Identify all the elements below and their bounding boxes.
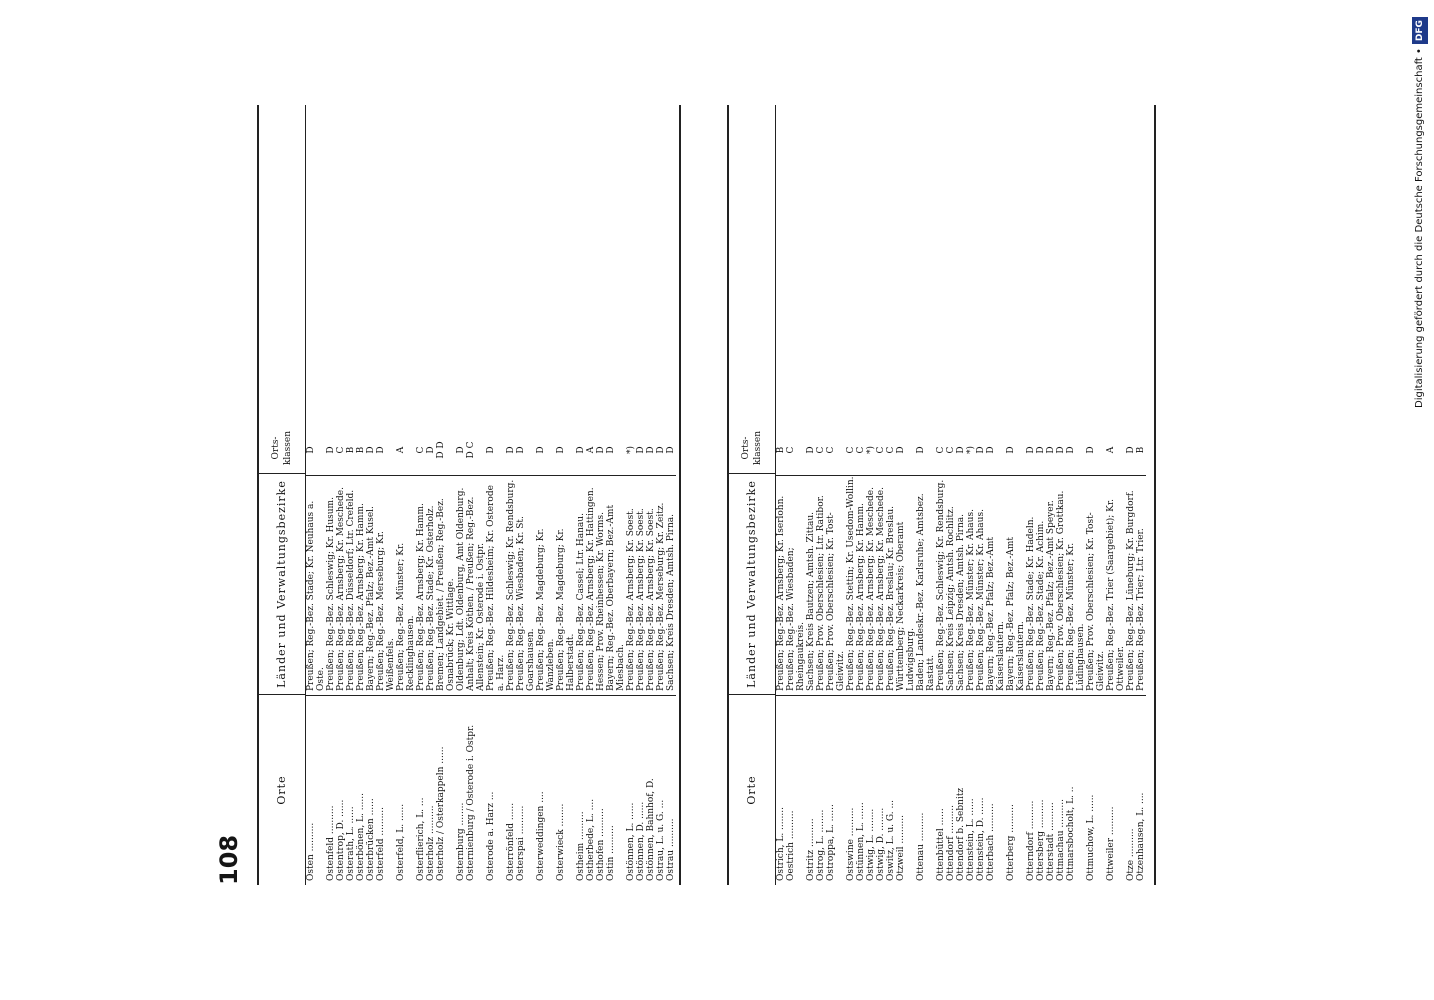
table-row [1026,105,1036,885]
cell-ort: Ostritz .......... [806,695,816,885]
cell-klasse: D [326,446,336,454]
cell-ort: Osthofen .......... [596,695,606,885]
cell-klasse: D [596,446,606,454]
cell-ort: Osterbönen, L. ...... [356,695,366,885]
cell-klasse: C [886,446,896,454]
cell-land: Preußen; Reg.-Bez. Arnsberg; Kr. Meschede. [866,475,876,695]
cell-ort: Oswitz, L. u. G. ... [886,695,896,885]
cell-ort: Osterholz .......... [426,695,436,885]
cell-land: Preußen; Reg.-Bez. Arnsberg; Kr. Soest. [626,475,636,695]
cell-ort: Osterode a. Harz ... [486,695,506,885]
cell-klasse: D [976,446,986,454]
cell-klasse: D [986,446,996,454]
cell-land: Preußen; Prov. Oberschlesien; Kr. Tost-Gleiwitz. [826,475,846,695]
cell-land: Preußen; Reg.-Bez. Trier (Saargebiet); Kr. Ottweiler. [1106,475,1126,695]
cell-land: Preußen; Reg.-Bez. Breslau; Kr. Breslau. [886,475,896,695]
cell-land: Preußen; Reg.-Bez. Schleswig; Kr. Rendsburg. [506,475,516,695]
cell-ort: Ostrau .......... [666,695,676,885]
table-row [1046,105,1056,885]
cell-ort: Otterstadt .......... [1046,695,1056,885]
table-header-left [259,105,306,885]
cell-land: Preußen; Reg.-Bez. Stettin; Kr. Usedom-Wollin. [846,475,856,695]
cell-ort: Ottendorf .......... [946,695,956,885]
cell-land: Bayern; Reg.-Bez. Oberbayern; Bez.-Amt Miesbach. [606,475,626,695]
tables-area [247,105,1172,885]
cell-land: Preußen; Reg.-Bez. Magdeburg; Kr. Wanzleben. [536,475,556,695]
table-row [936,105,946,885]
rows-right [776,105,1146,885]
rotated-page-content [215,105,1172,885]
table-row [376,105,396,885]
cell-klasse: C [816,446,826,454]
cell-klasse: D [426,446,436,454]
table-row [466,105,486,885]
cell-ort: Osterweddingen .... [536,695,556,885]
cell-klasse: D [486,446,496,454]
cell-ort: Ostroppa, L. ...... [826,695,846,885]
table-row [976,105,986,885]
table-row [306,105,326,885]
table-row [636,105,646,885]
cell-land: Sachsen; Kreis Leipzig; Amtsh. Rochlitz. [946,475,956,695]
cell-ort: Ostwig, D. ........ [876,695,886,885]
cell-ort: Osterfeld, L. ...... [396,695,416,885]
cell-land: Preußen; Reg.-Bez. Arnsberg; Kr. Soest. [646,475,656,695]
cell-klasse: D [666,446,676,454]
cell-klasse: C [876,446,886,454]
table-row [1036,105,1046,885]
cell-land: Preußen; Prov. Oberschlesien; Ltr. Ratibor. [816,475,826,695]
cell-land: Preußen; Reg.-Bez. Wiesbaden; Kr. St. Goarshausen. [516,475,536,695]
cell-klasse: D [1086,446,1096,454]
cell-klasse: D [576,446,586,454]
cell-klasse: B [356,446,366,454]
cell-ort: Ottmachau .......... [1056,695,1066,885]
cell-ort: Ottenbüttel ...... [936,695,946,885]
cell-ort: Ostrau, L. u. G. ... [656,695,666,885]
cell-ort: Osten .......... [306,695,326,885]
cell-klasse: A [1106,446,1116,454]
cell-land: Sachsen; Kreis Dresden; Amtsh. Pirna. [666,475,676,695]
cell-ort: Osterbrücken ...... [366,695,376,885]
table-row [486,105,506,885]
cell-land: Hessen; Prov. Rheinhessen; Kr. Worms. [596,475,606,695]
table-row [1006,105,1026,885]
table-row [626,105,636,885]
cell-klasse: D [656,446,666,454]
cell-ort: Ostswine .......... [846,695,856,885]
cell-ort: Osterfeld .......... [376,695,396,885]
table-row [536,105,556,885]
cell-land: Preußen; Reg.-Bez. Merseburg; Kr. Zeitz. [656,475,666,695]
table-row [456,105,466,885]
cell-klasse: C [936,446,946,454]
table-row [356,105,366,885]
cell-land: Preußen; Reg.-Bez. Arnsberg; Kr. Hamm. [356,475,366,695]
header-laender: Länder und Verwaltungsbezirke [729,473,775,694]
cell-ort: Osternienburg / Osterode i. Ostpr. [466,695,486,885]
cell-klasse: B [346,446,356,454]
cell-ort: Ottenstein, D. ...... [976,695,986,885]
cell-ort: Otterbach .......... [986,695,1006,885]
cell-ort: Ostherbede, L. .... [586,695,596,885]
table-row [576,105,586,885]
page-number: 108 [215,834,243,885]
table-row [1126,105,1136,885]
table-row [856,105,866,885]
table-row [946,105,956,885]
table-row [826,105,846,885]
cell-ort: Ostrog, L. ........ [816,695,826,885]
table-header-right [729,105,776,885]
cell-land: Preußen; Reg.-Bez. Arnsberg; Kr. Meschede. [876,475,886,695]
table-right [727,105,1156,885]
cell-land: Bayern; Reg.-Bez. Pfalz; Bez.-Amt Kaiserslautern. [1006,475,1026,695]
table-row [966,105,976,885]
cell-land: Preußen; Reg.-Bez. Lüneburg; Kr. Burgdorf. [1126,475,1136,695]
cell-ort: Otzenhausen, L. .... [1136,695,1146,885]
cell-land: Preußen; Reg.-Bez. Schleswig; Kr. Husum. [326,475,336,695]
cell-klasse: D [1066,446,1076,454]
cell-klasse: C [856,446,866,454]
cell-ort: Ostünnen, L. ...... [856,695,866,885]
cell-ort: Ottmuchow, L. ...... [1086,695,1106,885]
cell-klasse: D [1126,446,1136,454]
table-row [806,105,816,885]
cell-land: Sachsen; Kreis Dresden; Amtsh. Pirna. [956,475,966,695]
cell-land: Bayern; Reg.-Bez. Pfalz; Bez.-Amt Kusel. [366,475,376,695]
cell-ort: Osterholz / Osterkappeln ...... [436,695,456,885]
table-row [506,105,516,885]
cell-klasse: A [396,446,406,454]
cell-ort: Osterflierich, L. ... [416,695,426,885]
cell-klasse: D [456,446,466,454]
cell-klasse: D [1046,446,1056,454]
table-row [1136,105,1146,885]
cell-land: Preußen; Reg.-Bez. Münster; Kr. Ahaus. [976,475,986,695]
table-row [346,105,356,885]
cell-klasse: D [956,446,966,454]
cell-land: Preußen; Prov. Oberschlesien; Kr. Grottkau. [1056,475,1066,695]
table-row [516,105,536,885]
cell-ort: Ostheim .......... [576,695,586,885]
cell-ort: Ostentrop, D. ...... [336,695,346,885]
cell-klasse: D [536,446,546,454]
cell-land: Württemberg; Neckarkreis; Oberamt Ludwigsburg. [896,475,916,695]
cell-klasse: D C [466,441,476,459]
cell-klasse: C [786,446,796,454]
table-row [986,105,1006,885]
cell-ort: Otzweil .......... [896,695,916,885]
cell-klasse: C [336,446,346,454]
cell-ort: Ottenstein, L. ...... [966,695,976,885]
table-row [896,105,916,885]
cell-land: Preußen; Reg.-Bez. Schleswig; Kr. Rendsburg. [936,475,946,695]
header-klassen: Orts-klassen [741,430,763,466]
cell-ort: Oestrich .......... [786,695,806,885]
table-row [886,105,896,885]
table-row [436,105,456,885]
cell-ort: Otterndorf .......... [1026,695,1036,885]
table-row [876,105,886,885]
table-row [1106,105,1126,885]
cell-klasse: B [776,446,786,454]
cell-land: Preußen; Reg.-Bez. Münster; Kr. Ahaus. [966,475,976,695]
table-row [1086,105,1106,885]
cell-klasse: *) [966,446,976,455]
table-row [1066,105,1086,885]
cell-land: Preußen; Reg.-Bez. Stade; Kr. Hadeln. [1026,475,1036,695]
table-row [1056,105,1066,885]
table-row [366,105,376,885]
cell-klasse: A [586,446,596,454]
credit-text: Digitalisierung gefördert durch die Deutsche Forschungsgemeinschaft • [1414,48,1425,408]
header-orte: Orte [729,694,775,885]
cell-klasse: *) [626,446,636,455]
table-row [396,105,416,885]
cell-land: Preußen; Reg.-Bez. Stade; Kr. Osterholz. [426,475,436,695]
table-row [846,105,856,885]
table-row [866,105,876,885]
cell-klasse: D [306,446,316,454]
cell-ort: Ottweiler .......... [1106,695,1126,885]
cell-ort: Osternburg ........ [456,695,466,885]
table-row [656,105,666,885]
cell-land: Preußen; Reg.-Bez. Stade; Kr. Neuhaus a. Oste. [306,475,326,695]
table-row [786,105,806,885]
cell-land: Bayern; Reg.-Bez. Pfalz; Bez.-Amt Speyer. [1046,475,1056,695]
cell-land: Preußen; Reg.-Bez. Münster; Kr. Lüdinghausen. [1066,475,1086,695]
cell-land: Preußen; Reg.-Bez. Cassel; Ltr. Hanau. [576,475,586,695]
cell-klasse: D [1036,446,1046,454]
table-row [916,105,936,885]
cell-ort: Ostin .......... [606,695,626,885]
cell-ort: Ottersberg .......... [1036,695,1046,885]
cell-ort: Ottmarsbocholt, L. .. [1066,695,1086,885]
cell-land: Bayern; Reg.-Bez. Pfalz; Bez.-Amt Kaiserslautern. [986,475,1006,695]
cell-ort: Osterspai .......... [516,695,536,885]
cell-land: Preußen; Reg.-Bez. Düsseldorf; Ltr. Crefeld. [346,475,356,695]
table-row [666,105,676,885]
dfg-logo: DFG [1412,17,1428,44]
cell-land: Preußen; Reg.-Bez. Münster; Kr. Recklinghausen. [396,475,416,695]
cell-klasse: C [416,446,426,454]
cell-ort: Ostönnen, D. ...... [636,695,646,885]
cell-klasse: D [556,446,566,454]
cell-land: Preußen; Reg.-Bez. Magdeburg; Kr. Halberstadt. [556,475,576,695]
cell-klasse: D [646,446,656,454]
cell-ort: Ostönnen, L. ...... [626,695,636,885]
cell-klasse: D [506,446,516,454]
table-left [257,105,681,885]
cell-klasse: D [516,446,526,454]
table-row [816,105,826,885]
cell-klasse: B [1136,446,1146,454]
cell-ort: Otterberg .......... [1006,695,1026,885]
table-row [956,105,966,885]
cell-land: Preußen; Reg.-Bez. Arnsberg; Kr. Meschede. [336,475,346,695]
header-klassen: Orts-klassen [271,430,293,466]
table-row [326,105,336,885]
cell-land: Preußen; Reg.-Bez. Wiesbaden; Rheingaukreis. [786,475,806,695]
cell-ort: Ottendorf b. Sebnitz [956,695,966,885]
table-row [586,105,596,885]
table-row [416,105,426,885]
cell-land: Bremen; Landgebiet. / Preußen; Reg.-Bez. Osnabrück; Kr. Wittlage. [436,475,456,695]
cell-klasse: D [896,446,906,454]
cell-ort: Otze .......... [1126,695,1136,885]
cell-klasse: D [636,446,646,454]
cell-klasse: D D [436,441,446,459]
cell-klasse: D [376,446,386,454]
cell-ort: Ostönnen, Bahnhof, D. [646,695,656,885]
cell-land: Baden; Landeskr.-Bez. Karlsruhe; Amtsbez. Rastatt. [916,475,936,695]
cell-klasse: C [946,446,956,454]
cell-klasse: D [806,446,816,454]
cell-klasse: D [1006,446,1016,454]
cell-klasse: D [606,446,616,454]
cell-ort: Osterrönfeld ...... [506,695,516,885]
cell-ort: Ostenfeld .......... [326,695,336,885]
cell-klasse: C [846,446,856,454]
table-row [776,105,786,885]
header-orte: Orte [259,694,305,885]
table-row [426,105,436,885]
cell-ort: Ottenau .......... [916,695,936,885]
cell-ort: Ostwig, L. ........ [866,695,876,885]
cell-klasse: D [366,446,376,454]
table-row [336,105,346,885]
cell-land: Anhalt; Kreis Köthen. / Preußen; Reg.-Bez. Allenstein; Kr. Osterode i. Ostpr. [466,475,486,695]
cell-klasse: D [1056,446,1066,454]
table-row [606,105,626,885]
cell-land: Sachsen; Kreis Bautzen; Amtsh. Zittau. [806,475,816,695]
cell-land: Preußen; Reg.-Bez. Stade; Kr. Achim. [1036,475,1046,695]
cell-land: Preußen; Reg.-Bez. Arnsberg; Kr. Hamm. [856,475,866,695]
cell-land: Preußen; Reg.-Bez. Arnsberg; Kr. Iserlohn. [776,475,786,695]
cell-land: Preußen; Reg.-Bez. Hildesheim; Kr. Osterode a. Harz. [486,475,506,695]
cell-land: Preußen; Reg.-Bez. Arnsberg; Kr. Hattingen. [586,475,596,695]
table-row [646,105,656,885]
cell-land: Preußen; Prov. Oberschlesien; Kr. Tost-Gleiwitz. [1086,475,1106,695]
cell-ort: Östrich, L. ........ [776,695,786,885]
cell-land: Preußen; Reg.-Bez. Arnsberg; Kr. Soest. [636,475,646,695]
header-laender: Länder und Verwaltungsbezirke [259,473,305,694]
cell-ort: Osterwieck ........ [556,695,576,885]
table-row [596,105,606,885]
cell-klasse: C [826,446,836,454]
cell-klasse: D [916,446,926,454]
cell-klasse: D [1026,446,1036,454]
digitization-credit [1412,8,1428,408]
cell-ort: Osterath, L. ...... [346,695,356,885]
cell-land: Oldenburg; Ldt. Oldenburg, Amt Oldenburg. [456,475,466,695]
cell-land: Preußen; Reg.-Bez. Trier; Ltr. Trier. [1136,475,1146,695]
table-row [556,105,576,885]
cell-klasse: *) [866,446,876,455]
cell-land: Preußen; Reg.-Bez. Merseburg; Kr. Weißenfels. [376,475,396,695]
rows-left [306,105,676,885]
cell-land: Preußen; Reg.-Bez. Arnsberg; Kr. Hamm. [416,475,426,695]
